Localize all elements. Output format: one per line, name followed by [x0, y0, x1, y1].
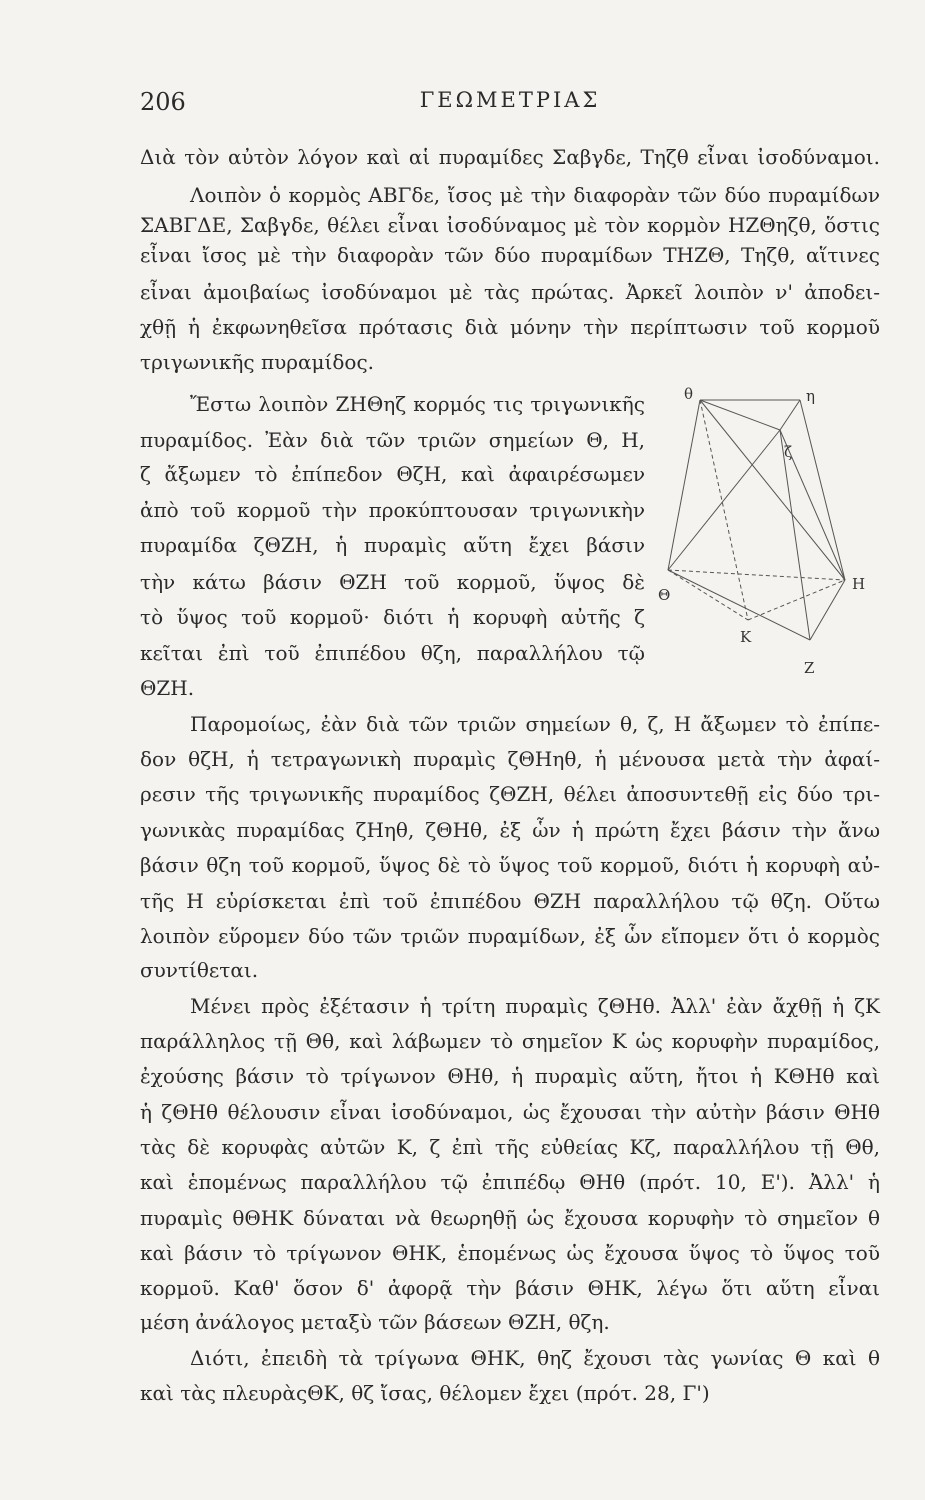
label-zeta-lower: Ζ — [804, 659, 815, 677]
edge-Theta-Eta-dashed — [668, 570, 845, 580]
text-line: πυραμὶς θΘΗΚ δύναται νὰ θεωρηθῇ ὡς ἔχουσα κορυφὴν τὸ σημεῖον θ — [140, 1206, 880, 1230]
pyramid-diagram — [660, 385, 880, 685]
text-line: τὸ ὕψος τοῦ κορμοῦ· διότι ἡ κορυφὴ αὐτῆς ζ — [140, 605, 645, 629]
text-line: Ἔστω λοιπὸν ΖΗΘηζ κορμός τις τριγωνικῆς — [190, 392, 645, 416]
text-line: γωνικὰς πυραμίδας ζΗηθ, ζΘΗθ, ἐξ ὧν ἡ πρώτη ἔχει βάσιν τὴν ἄνω — [140, 818, 880, 842]
text-line: βάσιν θζη τοῦ κορμοῦ, ὕψος δὲ τὸ ὕψος τοῦ κορμοῦ, διότι ἡ κορυφὴ αὐ- — [140, 853, 880, 877]
truncated-pyramid-figure — [660, 385, 880, 685]
edge-Theta-K-dashed — [668, 570, 748, 620]
text-line: ζ ἄξωμεν τὸ ἐπίπεδον ΘζΗ, καὶ ἀφαιρέσωμεν — [140, 462, 645, 486]
text-line: καὶ ἑπομένως παραλλήλου τῷ ἐπιπέδῳ ΘΗθ (πρότ. 10, Ε'). Ἀλλ' ἡ — [140, 1170, 880, 1194]
text-line: παράλληλος τῇ Θθ, καὶ λάβωμεν τὸ σημεῖον Κ ὡς κορυφὴν πυραμίδος, — [140, 1029, 880, 1053]
text-line: τὴν κάτω βάσιν ΘΖΗ τοῦ κορμοῦ, ὕψος δὲ — [140, 570, 645, 594]
text-line: εἶναι ἴσος μὲ τὴν διαφορὰν τῶν δύο πυραμίδων ΤΗΖΘ, Τηζθ, αἵτινες — [140, 243, 880, 267]
text-line: ΣΑΒΓΔΕ, Σαβγδε, θέλει εἶναι ἰσοδύναμος μὲ τὸν κορμὸν ΗΖΘηζθ, ὅστις — [140, 213, 880, 237]
label-theta-upper: θ — [684, 385, 694, 403]
text-line: ΘΖΗ. — [140, 676, 195, 700]
text-line: Διότι, ἐπειδὴ τὰ τρίγωνα ΘΗΚ, θηζ ἔχουσι τὰς γωνίας Θ καὶ θ — [190, 1346, 880, 1370]
text-line: συντίθεται. — [140, 958, 259, 982]
edge-Zeta-Eta — [810, 580, 845, 640]
text-line: ρεσιν τῆς τριγωνικῆς πυραμίδος ζΘΖΗ, θέλει ἀποσυντεθῇ εἰς δύο τρι- — [140, 782, 880, 806]
text-line: μέση ἀνάλογος μεταξὺ τῶν βάσεων ΘΖΗ, θζη. — [140, 1310, 610, 1334]
text-line: εἶναι ἀμοιβαίως ἰσοδύναμοι μὲ τὰς πρώτας. Ἀρκεῖ λοιπὸν ν' ἀποδει- — [140, 280, 880, 304]
text-line: πυραμίδος. Ἐὰν διὰ τῶν τριῶν σημείων Θ, Η, — [140, 428, 645, 452]
text-line: καὶ τὰς πλευρὰςΘΚ, θζ ἴσας, θέλομεν ἔχει (πρότ. 28, Γ') — [140, 1381, 710, 1405]
label-theta-lower: Θ — [658, 586, 671, 604]
text-line: πυραμίδα ζΘΖΗ, ἡ πυραμὶς αὕτη ἔχει βάσιν — [140, 533, 645, 557]
page-header — [140, 88, 880, 118]
text-line: χθῇ ἡ ἐκφωνηθεῖσα πρότασις διὰ μόνην τὴν περίπτωσιν τοῦ κορμοῦ — [140, 315, 880, 339]
text-line: Παρομοίως, ἐὰν διὰ τῶν τριῶν σημείων θ, ζ, Η ἄξωμεν τὸ ἐπίπε- — [190, 712, 880, 736]
page-number: 206 — [140, 88, 186, 116]
label-eta-upper: η — [806, 387, 815, 405]
label-kappa: Κ — [740, 628, 752, 646]
edge-K-Eta-dashed — [748, 580, 845, 620]
edge-eta-zeta — [780, 400, 800, 430]
text-line: Διὰ τὸν αὐτὸν λόγον καὶ αἱ πυραμίδες Σαβγδε, Τηζθ εἶναι ἰσοδύναμοι. — [140, 145, 880, 169]
text-line: ἀπὸ τοῦ κορμοῦ τὴν προκύπτουσαν τριγωνικὴν — [140, 498, 645, 522]
text-line: λοιπὸν εὕρομεν δύο τῶν τριῶν πυραμίδων, ἐξ ὧν εἴπομεν ὅτι ὁ κορμὸς — [140, 924, 880, 948]
text-line: Λοιπὸν ὁ κορμὸς ΑΒΓδε, ἴσος μὲ τὴν διαφορὰν τῶν δύο πυραμίδων — [190, 183, 880, 207]
text-line: καὶ βάσιν τὸ τρίγωνον ΘΗΚ, ἑπομένως ὡς ἔχουσα ὕψος τὸ ὕψος τοῦ — [140, 1241, 880, 1265]
text-line: τῆς Η εὑρίσκεται ἐπὶ τοῦ ἐπιπέδου ΘΖΗ παραλλήλου τῷ θζη. Οὕτω — [140, 889, 880, 913]
edge-theta-Theta — [668, 400, 700, 570]
edge-Theta-zeta — [668, 430, 780, 570]
text-line: ἐχούσης βάσιν τὸ τρίγωνον ΘΗθ, ἡ πυραμὶς αὕτη, ἤτοι ἡ ΚΘΗθ καὶ — [140, 1064, 880, 1088]
running-title: ΓΕΩΜΕΤΡΙΑΣ — [419, 88, 601, 112]
text-line: Μένει πρὸς ἐξέτασιν ἡ τρίτη πυραμὶς ζΘΗθ. Ἀλλ' ἐὰν ἄχθῇ ἡ ζΚ — [190, 994, 880, 1018]
text-line: δον θζΗ, ἡ τετραγωνικὴ πυραμὶς ζΘΗηθ, ἡ μένουσα μετὰ τὴν ἀφαί- — [140, 747, 880, 771]
text-line: ἡ ζΘΗθ θέλουσιν εἶναι ἰσοδύναμοι, ὡς ἔχουσαι τὴν αὐτὴν βάσιν ΘΗθ — [140, 1100, 880, 1124]
text-line: τριγωνικῆς πυραμίδος. — [140, 350, 375, 374]
label-eta-lower: Η — [852, 575, 866, 593]
label-zeta-upper: ζ — [784, 443, 793, 461]
text-line: κεῖται ἐπὶ τοῦ ἐπιπέδου θζη, παραλλήλου τῷ — [140, 641, 645, 665]
edge-theta-K-dashed — [700, 400, 748, 620]
edge-eta-Eta — [800, 400, 845, 580]
edge-zeta-Zeta — [780, 430, 810, 640]
text-line: τὰς δὲ κορυφὰς αὐτῶν Κ, ζ ἐπὶ τῆς εὐθείας Κζ, παραλλήλου τῇ Θθ, — [140, 1135, 880, 1159]
text-line: κορμοῦ. Καθ' ὅσον δ' ἀφορᾷ τὴν βάσιν ΘΗΚ, λέγω ὅτι αὕτη εἶναι — [140, 1276, 880, 1300]
